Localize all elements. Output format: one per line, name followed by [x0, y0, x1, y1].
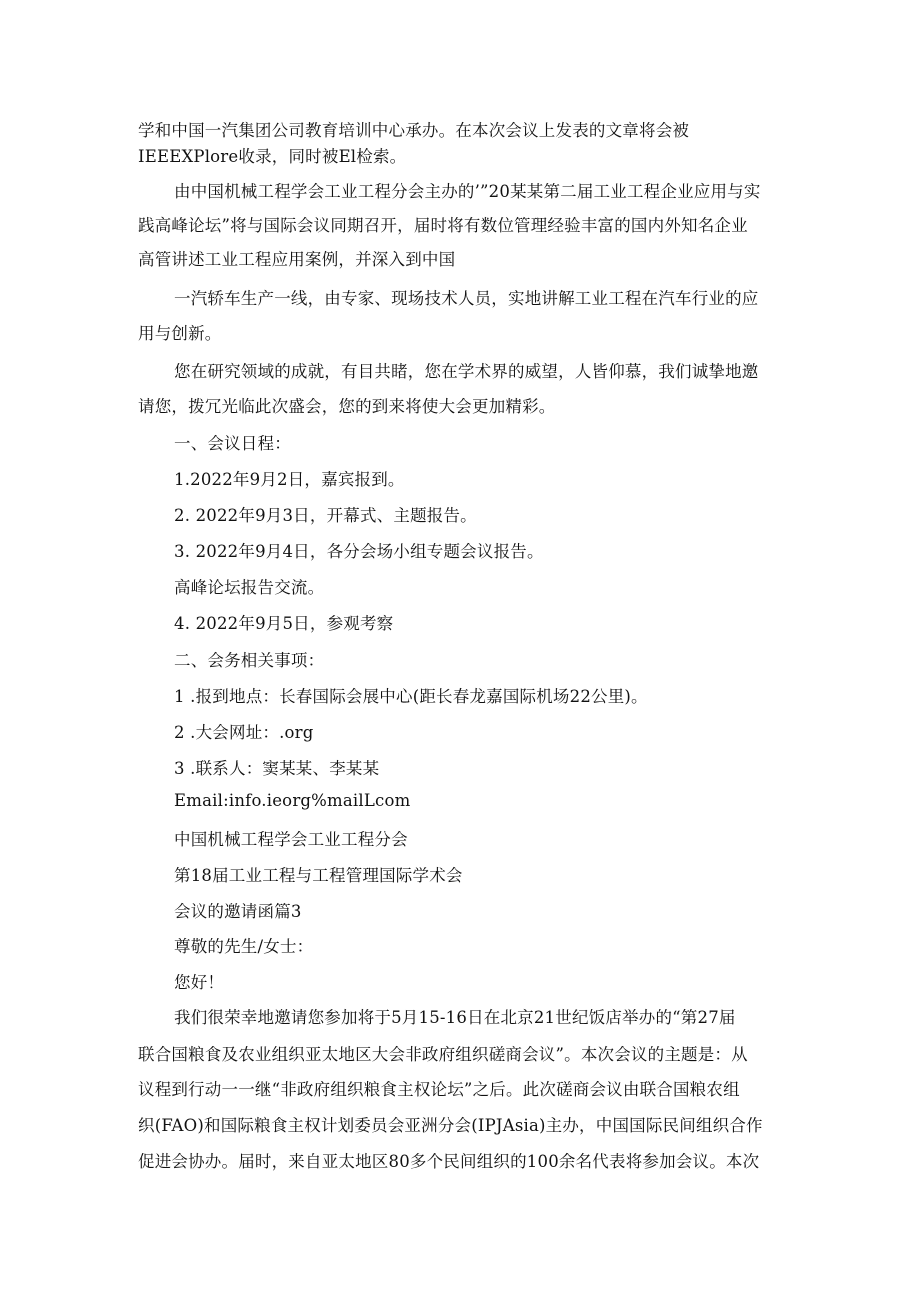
schedule-item: 1.2022年9月2日，嘉宾报到。 — [174, 470, 405, 489]
schedule-item: 2. 2022年9月3日，开幕式、主题报告。 — [174, 506, 477, 525]
info-item: 1 .报到地点：长春国际会展中心(距长春龙嘉国际机场22公里)。 — [174, 687, 648, 706]
schedule-item: 3. 2022年9月4日，各分会场小组专题会议报告。 — [174, 542, 544, 561]
text-line: 请您，拨冗光临此次盛会，您的到来将使大会更加精彩。 — [138, 397, 556, 416]
text-line: IEEEXPlore收录，同时被El检索。 — [138, 147, 407, 166]
text-line: 学和中国一汽集团公司教育培训中心承办。在本次会议上发表的文章将会被 — [138, 121, 690, 140]
document-title: 会议的邀请函篇3 — [174, 902, 302, 921]
text-line: 您在研究领域的成就，有目共睹，您在学术界的威望，人皆仰慕，我们诚挚地邀 — [174, 362, 759, 381]
text-line: 由中国机械工程学会工业工程分会主办的’”20某某第二届工业工程企业应用与实 — [174, 182, 761, 201]
schedule-item: 4. 2022年9月5日，参观考察 — [174, 614, 394, 633]
text-line: 用与创新。 — [138, 324, 222, 343]
text-line: 高峰论坛报告交流。 — [174, 578, 325, 597]
text-line: 我们很荣幸地邀请您参加将于5月15-16日在北京21世纪饭店举办的“第27届 — [174, 1008, 736, 1027]
section-heading: 二、会务相关事项： — [174, 651, 325, 670]
text-line: 高管讲述工业工程应用案例，并深入到中国 — [138, 250, 456, 269]
organizer-line: 第18届工业工程与工程管理国际学术会 — [174, 866, 463, 885]
text-line: 促进会协办。届时，来自亚太地区80多个民间组织的100余名代表将参加会议。本次 — [138, 1152, 760, 1171]
salutation: 尊敬的先生/女士： — [174, 937, 314, 956]
text-line: 织(FAO)和国际粮食主权计划委员会亚洲分会(IPJAsia)主办，中国国际民间组织合作 — [138, 1116, 763, 1135]
info-item: 2 .大会网址：.org — [174, 723, 314, 742]
greeting: 您好！ — [174, 973, 225, 992]
text-line: 践高峰论坛”将与国际会议同期召开，届时将有数位管理经验丰富的国内外知名企业 — [138, 216, 748, 235]
email-line: Email:info.ieorg%mailLcom — [174, 791, 411, 810]
info-item: 3 .联系人：窦某某、李某某 — [174, 759, 380, 778]
organizer-line: 中国机械工程学会工业工程分会 — [174, 830, 408, 849]
section-heading: 一、会议日程： — [174, 434, 291, 453]
text-line: 议程到行动一一继“非政府组织粮食主权论坛”之后。此次磋商会议由联合国粮农组 — [138, 1080, 740, 1099]
text-line: 一汽轿车生产一线，由专家、现场技术人员，实地讲解工业工程在汽车行业的应 — [174, 289, 759, 308]
text-line: 联合国粮食及农业组织亚太地区大会非政府组织磋商会议”。本次会议的主题是：从 — [138, 1045, 748, 1064]
